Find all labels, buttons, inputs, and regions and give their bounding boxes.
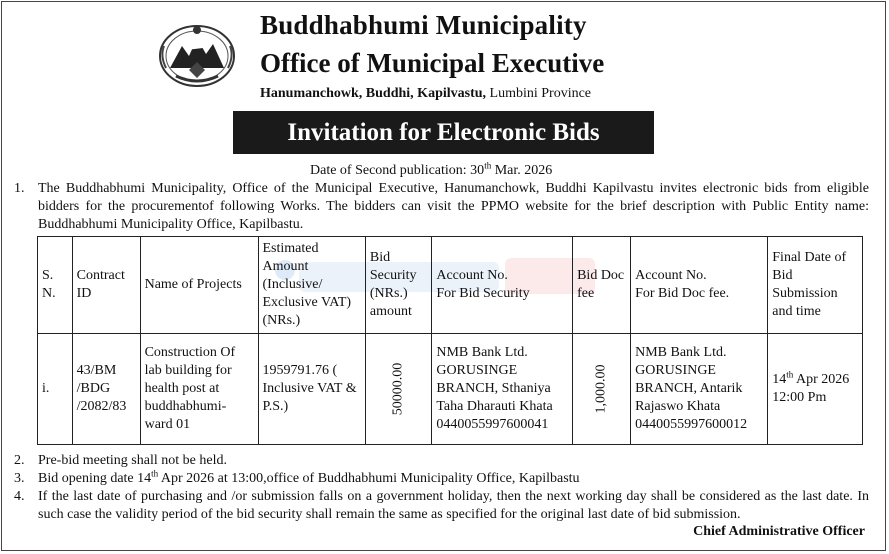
- intro-paragraph: [14, 180, 869, 234]
- publication-date: Date of Second publication: 30th Mar. 2026: [310, 160, 553, 178]
- table-row: [38, 334, 863, 445]
- note-item: 3. Bid opening date 14th Apr 2026 at 13:00,office of Buddhabhumi Municipality Office, Kapilbastu: [14, 468, 580, 486]
- cell-doc-fee: 1,000.00: [573, 334, 631, 445]
- note-item: 2. Pre-bid meeting shall not be held.: [14, 453, 227, 468]
- header-bid-security: Bid Security (NRs.) amount: [365, 237, 431, 334]
- cell-contract-id: 43/BM /BDG /2082/83: [72, 334, 140, 445]
- office-address: [260, 86, 591, 102]
- municipality-name: Buddhabhumi Municipality: [260, 10, 587, 40]
- header-estimated-amount: Estimated Amount (Inclusive/ Exclusive VAT) (NRs.): [258, 237, 365, 334]
- notes-list: [14, 452, 869, 524]
- signature-title: Chief Administrative Officer: [693, 524, 865, 539]
- header-account-security: Account No. For Bid Security: [432, 237, 573, 334]
- municipal-emblem-icon: [156, 16, 238, 90]
- header-contract-id: Contract ID: [72, 237, 140, 334]
- cell-account-fee: NMB Bank Ltd. GORUSINGE BRANCH, Antarik Rajaswo Khata 0440055997600012: [631, 334, 768, 445]
- header-account-fee: Account No. For Bid Doc fee.: [631, 237, 768, 334]
- cell-bid-security: 50000.00: [365, 334, 431, 445]
- address-bold: Hanumanchowk, Buddhi, Kapilvastu,: [260, 86, 487, 101]
- header-sn: S. N.: [38, 237, 73, 334]
- intro-number: 1.: [14, 181, 25, 196]
- cell-estimated-amount: 1959791.76 ( Inclusive VAT & P.S.): [258, 334, 365, 445]
- header-doc-fee: Bid Doc fee: [573, 237, 631, 334]
- cell-final-date: 14th Apr 2026 12:00 Pm: [768, 334, 863, 445]
- header-project-name: Name of Projects: [140, 237, 258, 334]
- cell-account-security: NMB Bank Ltd. GORUSINGE BRANCH, Sthaniya Taha Dharauti Khata 0440055997600041: [432, 334, 573, 445]
- bids-table: [37, 236, 863, 445]
- note-item: 4. If the last date of purchasing and /or submission falls on a government holiday, then the next working day shall be considered as the last date. In such case the validity period of the bid security shall remain the same as specified for the original last date of bid submission.: [14, 489, 869, 522]
- notice-banner: Invitation for Electronic Bids: [233, 111, 654, 154]
- cell-project-name: Construction Of lab building for health post at buddhabhumi-ward 01: [140, 334, 258, 445]
- table-header-row: [38, 237, 863, 334]
- intro-text: The Buddhabhumi Municipality, Office of the Municipal Executive, Hanumanchowk, Buddhi Kapilvastu invites electronic bids from eligible bidders for the procurementof following Works. The bidders can visit the PPMO website for the brief description with Public Entity name: Buddhabhumi Municipality Office, Kapilbastu.: [38, 181, 869, 232]
- address-province: Lumbini Province: [486, 86, 592, 101]
- cell-sn: i.: [38, 334, 73, 445]
- office-name: Office of Municipal Executive: [260, 48, 605, 78]
- header-final-date: Final Date of Bid Submission and time: [768, 237, 863, 334]
